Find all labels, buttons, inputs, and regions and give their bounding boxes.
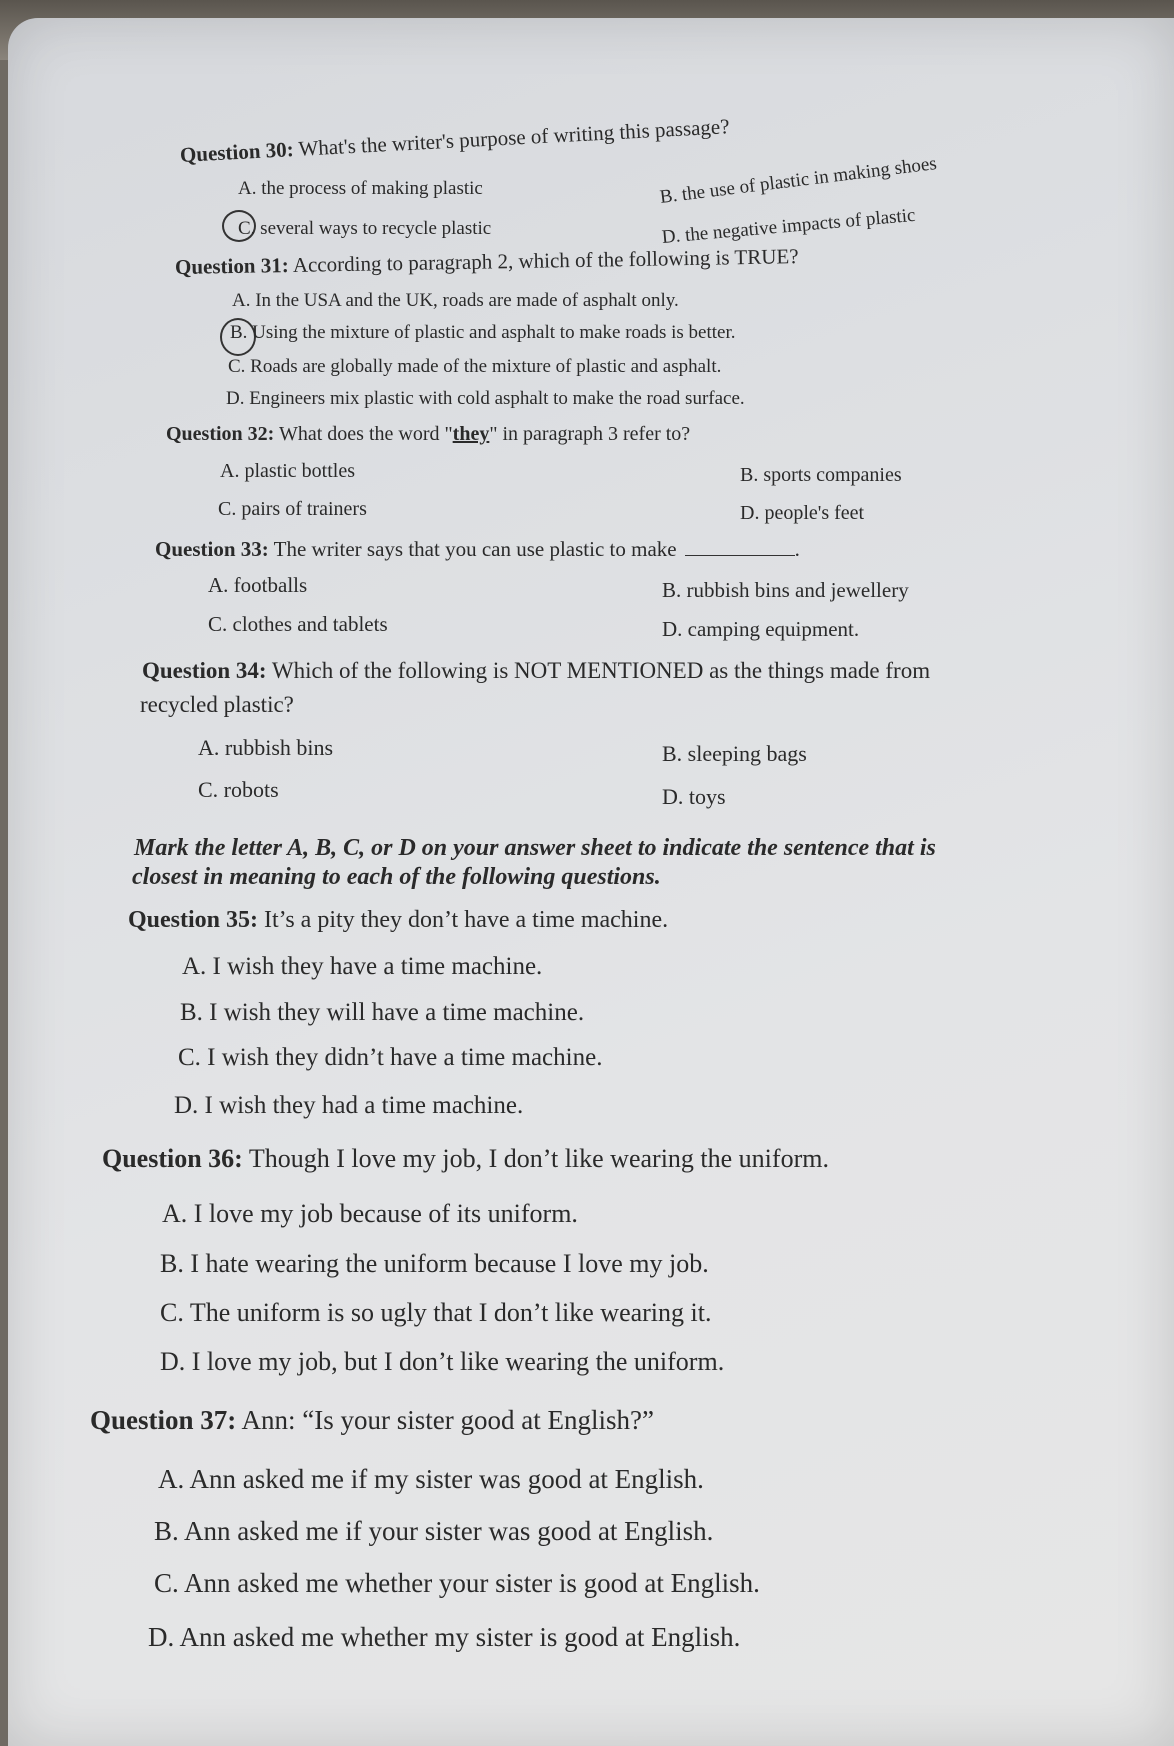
- question-36-option-d: D. I love my job, but I don’t like wearing the uniform.: [160, 1347, 725, 1376]
- question-37-label: Question 37:: [90, 1405, 237, 1435]
- question-32-text-pre: What does the word ": [274, 423, 453, 445]
- question-31-option-b: B. Using the mixture of plastic and asphalt to make roads is better.: [230, 322, 736, 343]
- question-33-option-d: D. camping equipment.: [662, 617, 860, 641]
- question-37-stem: [90, 1405, 654, 1436]
- question-34-option-b: B. sleeping bags: [662, 741, 807, 766]
- question-31-option-c: C. Roads are globally made of the mixture of plastic and asphalt.: [228, 356, 722, 377]
- question-32-word: they: [452, 423, 490, 445]
- question-35-stem: [128, 907, 668, 934]
- question-35-label: Question 35:: [128, 907, 259, 933]
- question-31-option-a: A. In the USA and the UK, roads are made of asphalt only.: [232, 290, 679, 311]
- question-37-option-b: B. Ann asked me if your sister was good at English.: [154, 1516, 714, 1546]
- question-33-text: The writer says that you can use plastic to make: [268, 537, 677, 561]
- question-34-stem: [142, 658, 930, 684]
- question-33-label: Question 33:: [155, 537, 269, 561]
- question-34-text-line2: recycled plastic?: [140, 692, 294, 717]
- question-35-text: It’s a pity they don’t have a time machine.: [258, 907, 669, 933]
- question-35-option-d: D. I wish they had a time machine.: [174, 1092, 524, 1119]
- question-31-text: According to paragraph 2, which of the following is TRUE?: [288, 244, 799, 278]
- question-36-option-b: B. I hate wearing the uniform because I love my job.: [160, 1249, 709, 1278]
- question-32-stem: [166, 423, 690, 446]
- question-37-text: Ann: “Is your sister good at English?”: [236, 1405, 654, 1435]
- question-34-label: Question 34:: [142, 658, 267, 683]
- question-33-option-a: A. footballs: [208, 573, 308, 597]
- question-34-text: Which of the following is NOT MENTIONED as the things made from: [266, 658, 931, 683]
- question-34-option-a: A. rubbish bins: [198, 735, 334, 760]
- question-32-label: Question 32:: [166, 423, 275, 445]
- question-32-text-post: " in paragraph 3 refer to?: [489, 423, 691, 445]
- question-33-end: .: [794, 537, 800, 561]
- question-30-option-c: C. several ways to recycle plastic: [238, 218, 492, 239]
- question-32-option-a: A. plastic bottles: [220, 460, 355, 482]
- question-35-option-b: B. I wish they will have a time machine.: [180, 999, 585, 1026]
- question-36-option-a: A. I love my job because of its uniform.: [162, 1199, 578, 1228]
- question-34-option-d: D. toys: [662, 784, 726, 809]
- question-34-option-c: C. robots: [198, 777, 279, 802]
- question-33-option-c: C. clothes and tablets: [208, 612, 388, 636]
- question-30-option-d: D. the negative impacts of plastic: [661, 204, 917, 248]
- question-31-option-d: D. Engineers mix plastic with cold asphalt to make the road surface.: [226, 388, 745, 409]
- answer-blank: [685, 554, 795, 556]
- question-36-stem: [102, 1144, 829, 1174]
- question-33-option-b: B. rubbish bins and jewellery: [662, 578, 909, 602]
- question-35-option-c: C. I wish they didn’t have a time machine.: [178, 1044, 603, 1071]
- question-30-option-a: A. the process of making plastic: [238, 178, 483, 199]
- question-35-option-a: A. I wish they have a time machine.: [182, 953, 543, 980]
- instruction-line-2: closest in meaning to each of the following questions.: [132, 864, 661, 890]
- question-36-option-c: C. The uniform is so ugly that I don’t like wearing it.: [160, 1298, 712, 1327]
- question-37-option-a: A. Ann asked me if my sister was good at English.: [158, 1464, 704, 1494]
- question-31-label: Question 31:: [174, 253, 289, 279]
- question-30-text: What's the writer's purpose of writing this passage?: [292, 114, 731, 162]
- question-37-option-c: C. Ann asked me whether your sister is good at English.: [154, 1568, 760, 1598]
- question-32-option-b: B. sports companies: [740, 464, 902, 486]
- question-37-option-d: D. Ann asked me whether my sister is good at English.: [148, 1622, 741, 1652]
- instruction-line-1: Mark the letter A, B, C, or D on your answer sheet to indicate the sentence that is: [134, 835, 936, 861]
- question-33-stem: [155, 537, 800, 562]
- question-36-label: Question 36:: [102, 1144, 243, 1173]
- question-30-option-b: B. the use of plastic in making shoes: [658, 153, 938, 208]
- question-32-option-c: C. pairs of trainers: [218, 498, 367, 520]
- question-32-option-d: D. people's feet: [740, 502, 865, 524]
- question-36-text: Though I love my job, I don’t like wearing the uniform.: [242, 1144, 829, 1173]
- question-30-label: Question 30:: [179, 137, 295, 167]
